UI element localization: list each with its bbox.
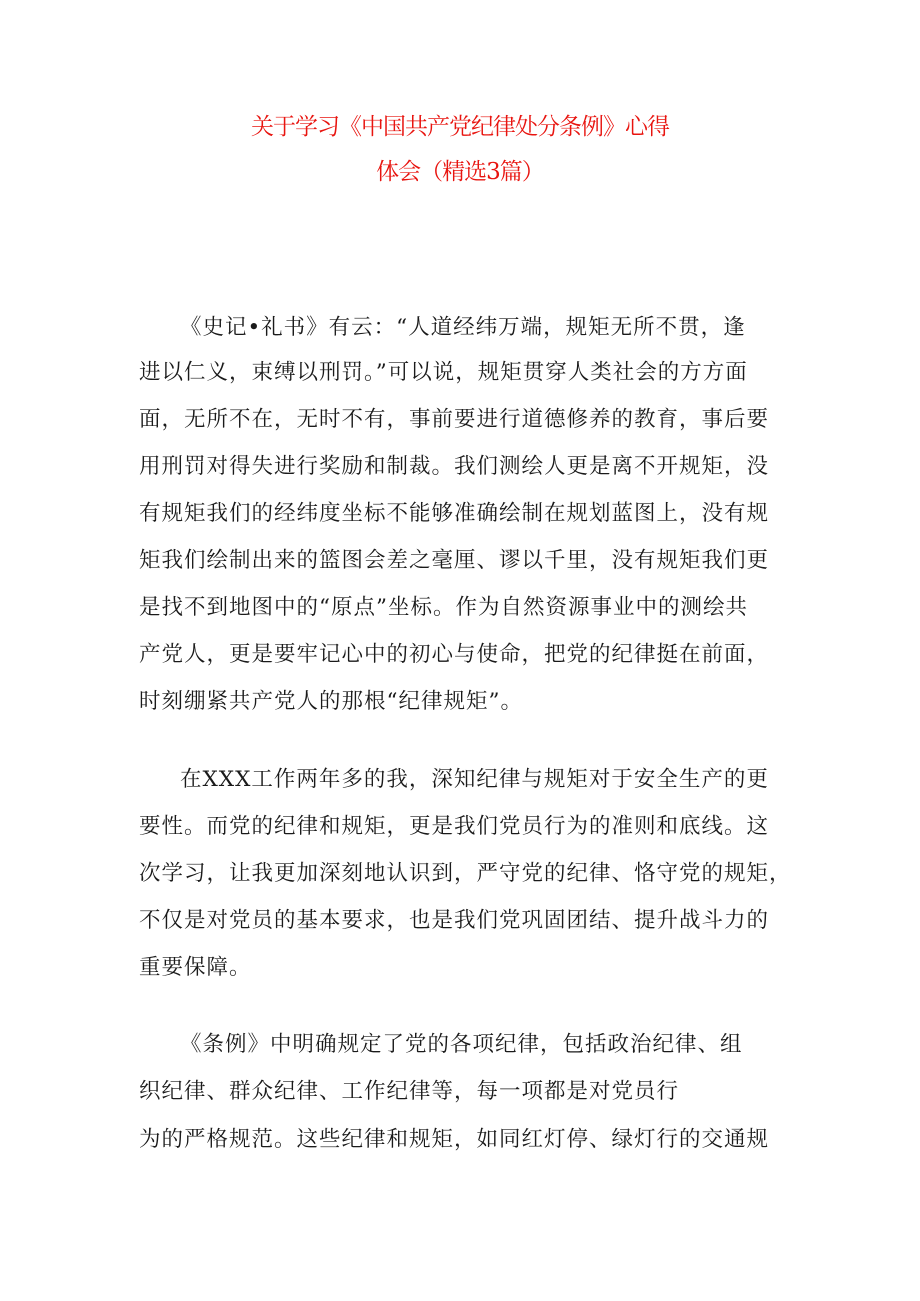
document-title-line-1: 关于学习《中国共产党纪律处分条例》心得 [251, 114, 669, 140]
paragraph-line: 有规矩我们的经纬度坐标不能够准确绘制在规划蓝图上，没有规 [139, 501, 770, 526]
paragraph-line: 次学习，让我更加深刻地认识到，严守党的纪律、恪守党的规矩， [139, 861, 792, 886]
paragraph-line: 在XXX工作两年多的我，深知纪律与规矩对于安全生产的更 [180, 767, 769, 792]
paragraph-line: 《史记•礼书》有云：“人道经纬万端，规矩无所不贯，逢 [180, 315, 746, 340]
paragraph-line: 是找不到地图中的“原点”坐标。作为自然资源事业中的测绘共 [139, 595, 748, 620]
paragraph-line: 用刑罚对得失进行奖励和制裁。我们测绘人更是离不开规矩，没 [139, 454, 770, 479]
paragraph-line: 矩我们绘制出来的篮图会差之毫厘、谬以千里，没有规矩我们更 [139, 548, 770, 573]
paragraph-line: 进以仁义，束缚以刑罚。”可以说，规矩贯穿人类社会的方方面 [139, 360, 748, 385]
paragraph-line: 为的严格规范。这些纪律和规矩，如同红灯停、绿灯行的交通规 [139, 1127, 770, 1152]
paragraph-line: 不仅是对党员的基本要求，也是我们党巩固团结、提升战斗力的 [139, 908, 770, 933]
paragraph-line: 时刻绷紧共产党人的那根“纪律规矩”。 [139, 689, 523, 714]
document-title-line-2: 体会（精选3篇） [376, 159, 544, 185]
paragraph-line: 《条例》中明确规定了党的各项纪律，包括政治纪律、组 [180, 1032, 743, 1057]
paragraph-line: 产党人，更是要牢记心中的初心与使命，把党的纪律挺在前面， [139, 642, 770, 667]
paragraph-line: 面，无所不在，无时不有，事前要进行道德修养的教育，事后要 [139, 407, 770, 432]
paragraph-line: 要性。而党的纪律和规矩，更是我们党员行为的准则和底线。这 [139, 814, 770, 839]
paragraph-line: 织纪律、群众纪律、工作纪律等，每一项都是对党员行 [139, 1079, 680, 1104]
paragraph-line: 重要保障。 [139, 955, 252, 980]
